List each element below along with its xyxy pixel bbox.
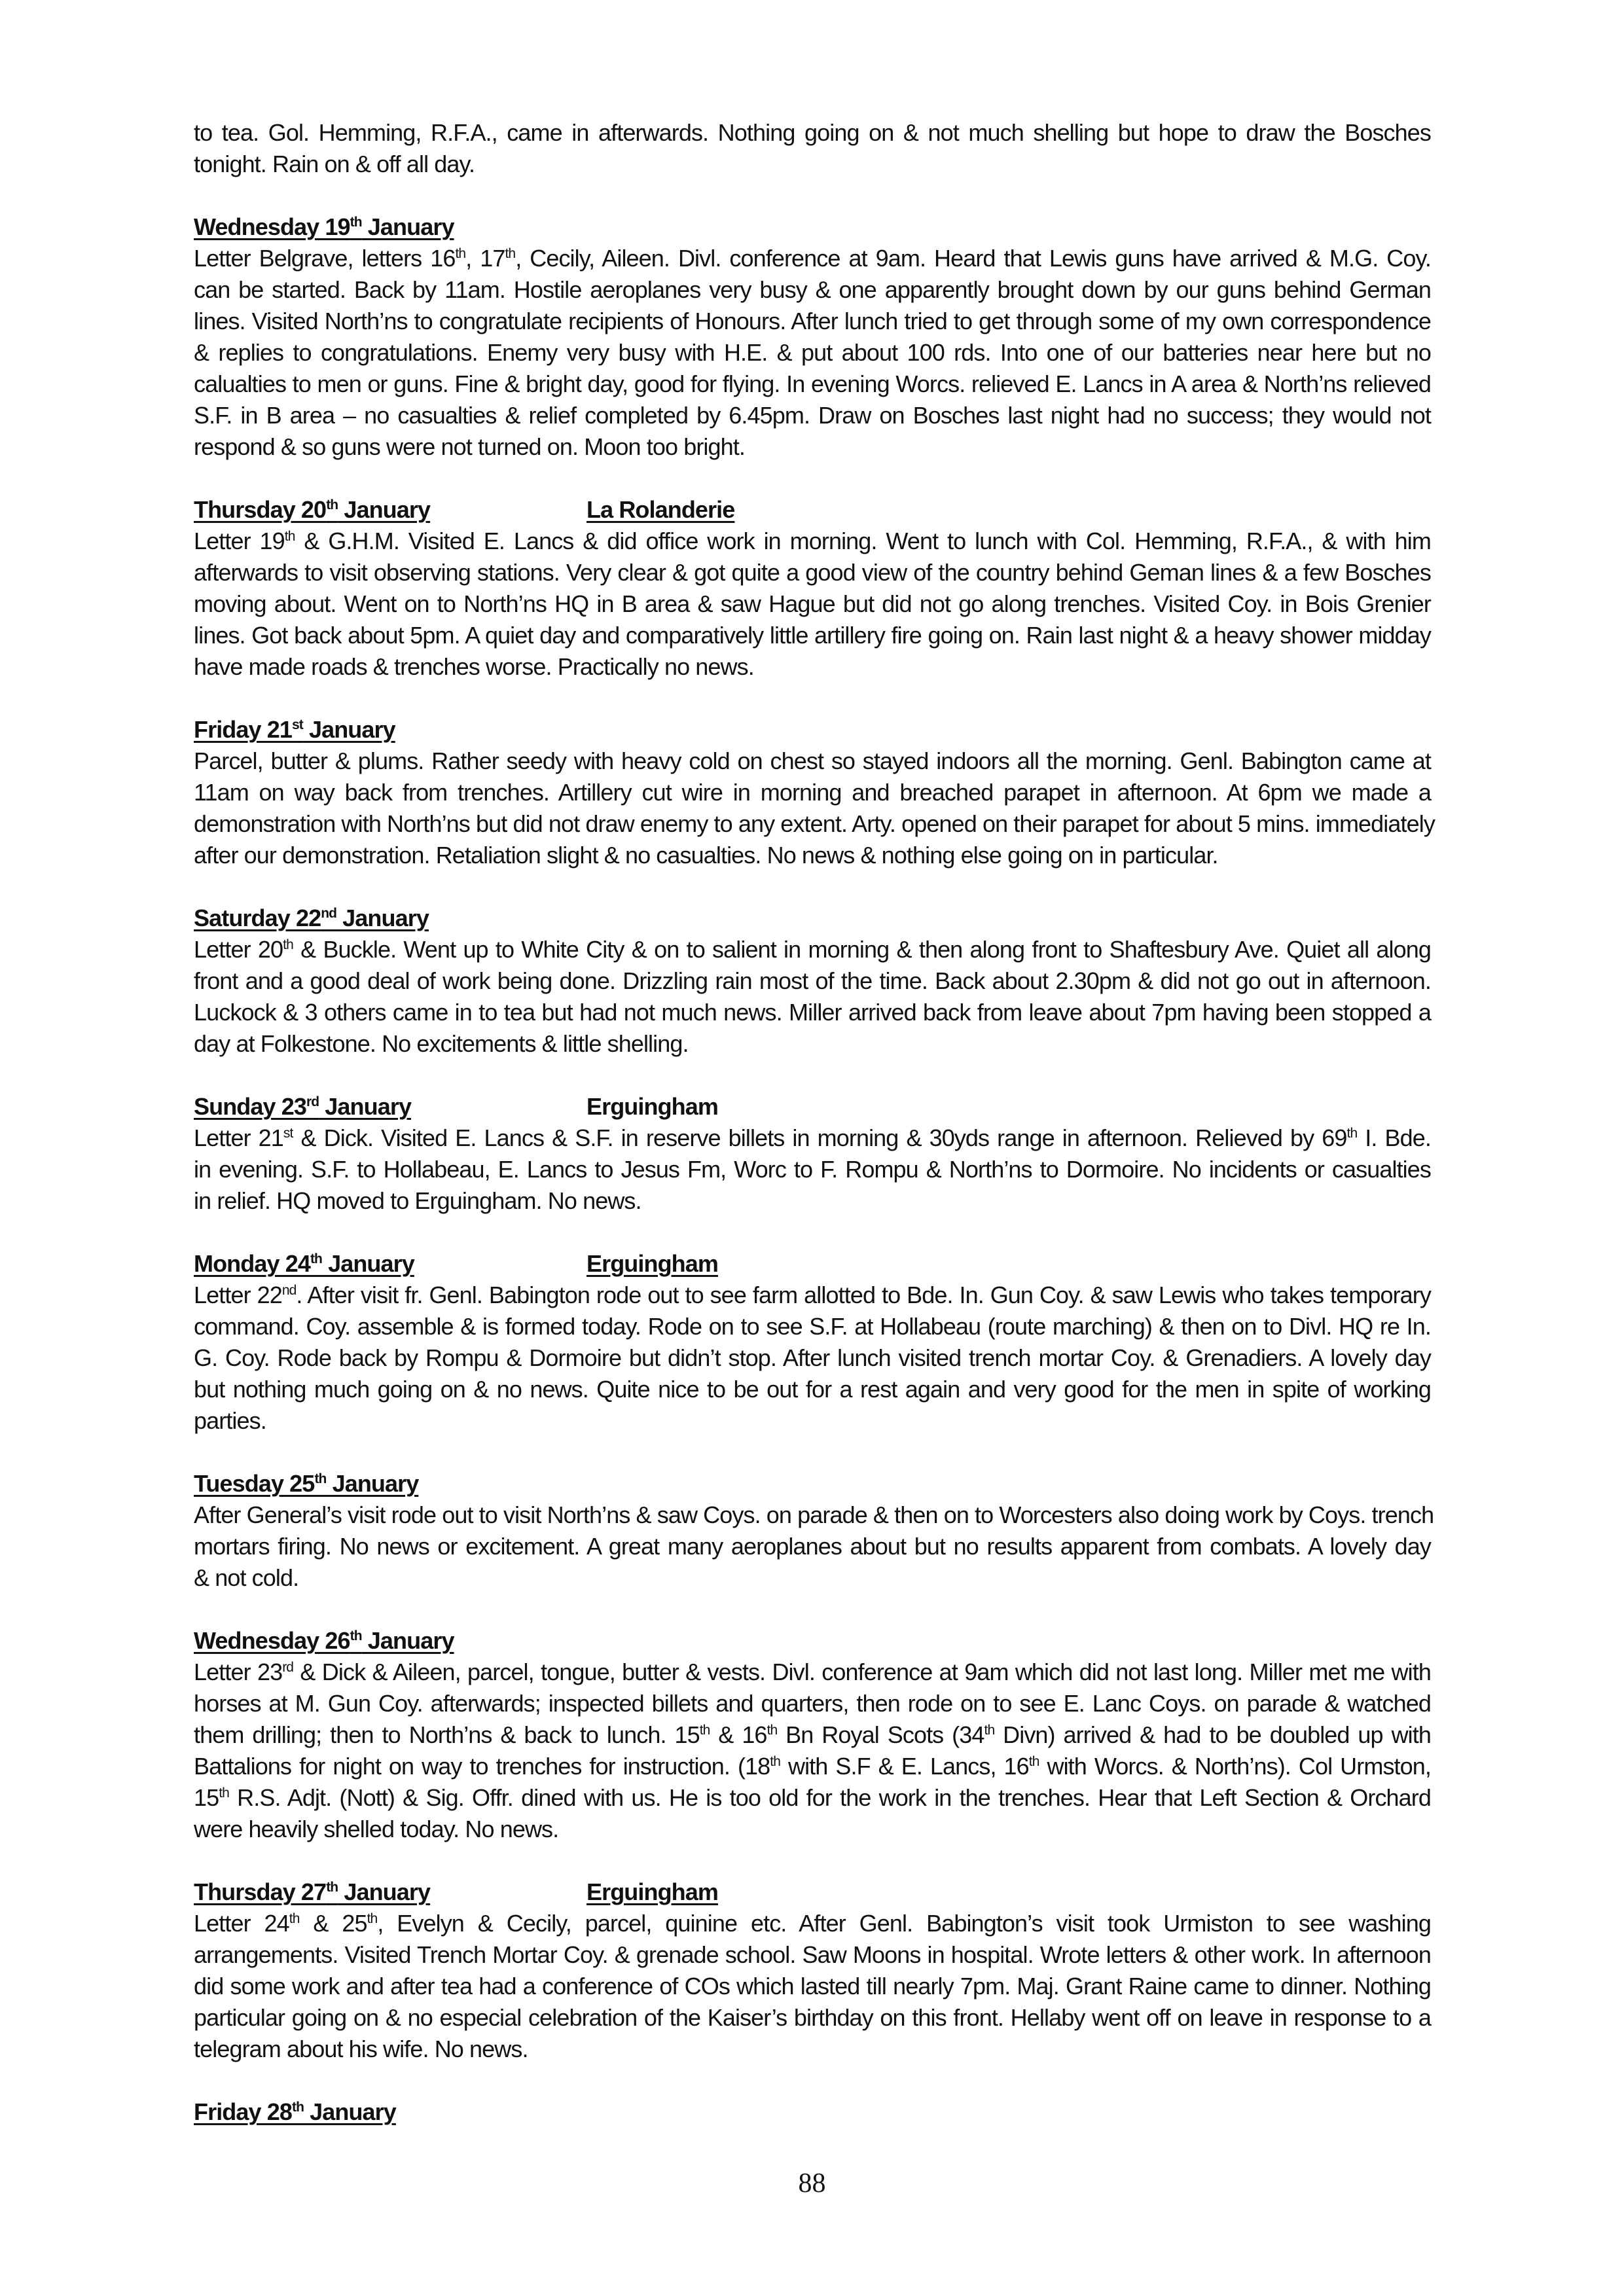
entry-text-line: have made roads & trenches worse. Practically no news. <box>194 653 754 680</box>
entry-text-line: lines. Got back about 5pm. A quiet day and comparatively little artillery fire going on. Rain last night & a heavy shower midday <box>194 622 1431 649</box>
ordinal-superscript: th <box>505 246 516 261</box>
entry-heading: Tuesday 25th January <box>194 1470 419 1497</box>
entry-text-line: Letter 23rd & Dick & Aileen, parcel, tongue, butter & vests. Divl. conference at 9am which did not last long. Miller met me with <box>194 1659 1431 1685</box>
entry-location: La Rolanderie <box>586 496 735 523</box>
entry-text-line: 11am on way back from trenches. Artillery cut wire in morning and breached parapet in afternoon. At 6pm we made a <box>194 779 1431 806</box>
entry-text-line: Letter 24th & 25th, Evelyn & Cecily, parcel, quinine etc. After Genl. Babington’s visit took Urmiston to see washing <box>194 1910 1431 1937</box>
entry-text-line: telegram about his wife. No news. <box>194 2036 528 2062</box>
entry-text-line: Letter 21st & Dick. Visited E. Lancs & S.F. in reserve billets in morning & 30yds range in afternoon. Relieved by 69th I. Bde. <box>194 1124 1431 1151</box>
entry-heading: Wednesday 19th January <box>194 213 454 240</box>
entry-text-line: in relief. HQ moved to Erguingham. No news. <box>194 1187 641 1214</box>
entry-text-line: After General’s visit rode out to visit North’ns & saw Coys. on parade & then on to Worcesters also doing work by Coys. trench <box>194 1501 1434 1528</box>
entry-heading: Sunday 23rd January Erguingham <box>194 1091 411 1122</box>
entry-text-line: 15th R.S. Adjt. (Nott) & Sig. Offr. dined with us. He is too old for the work in the trenches. Hear that Left Section & Orchard <box>194 1784 1431 1811</box>
ordinal-superscript: th <box>350 1628 362 1643</box>
ordinal-superscript: th <box>289 1911 300 1926</box>
ordinal-superscript: rd <box>306 1094 319 1109</box>
ordinal-superscript: th <box>310 1251 322 1266</box>
entry-text-line: can be started. Back by 11am. Hostile aeroplanes very busy & one apparently brought down by our guns behind German <box>194 276 1431 303</box>
entry-text-line: day at Folkestone. No excitements & little shelling. <box>194 1030 689 1057</box>
ordinal-superscript: st <box>291 717 303 732</box>
entry-text-line: Parcel, butter & plums. Rather seedy with heavy cold on chest so stayed indoors all the morning. Genl. Babington came at <box>194 747 1431 774</box>
entry-heading: Friday 28th January <box>194 2098 396 2125</box>
ordinal-superscript: st <box>283 1126 293 1141</box>
entry-heading: Wednesday 26th January <box>194 1627 454 1654</box>
entry-text-line: horses at M. Gun Coy. afterwards; inspected billets and quarters, then rode on to see E. Lanc Coys. on parade & watched <box>194 1690 1431 1717</box>
entry-text-line: parties. <box>194 1407 266 1434</box>
ordinal-superscript: th <box>770 1754 781 1769</box>
entry-heading: Monday 24th January Erguingham <box>194 1248 414 1280</box>
entry-text-line: & not cold. <box>194 1564 299 1591</box>
entry-text-line: Letter 19th & G.H.M. Visited E. Lancs & did office work in morning. Went to lunch with Col. Hemming, R.F.A., & with him <box>194 528 1431 554</box>
ordinal-superscript: th <box>767 1723 778 1738</box>
ordinal-superscript: th <box>984 1723 995 1738</box>
entry-text-line: mortars firing. No news or excitement. A great many aeroplanes about but no results apparent from combats. A lovely day <box>194 1533 1431 1560</box>
ordinal-superscript: th <box>291 2100 304 2115</box>
entry-text-line: demonstration with North’ns but did not draw enemy to any extent. Arty. opened on their parapet for about 5 mins. immediately <box>194 810 1435 837</box>
entry-text-line: Letter 22nd. After visit fr. Genl. Babington rode out to see farm allotted to Bde. In. Gun Coy. & saw Lewis who takes temporary <box>194 1282 1431 1308</box>
entry-heading: Thursday 20th January La Rolanderie <box>194 494 430 526</box>
entry-text-line: after our demonstration. Retaliation slight & no casualties. No news & nothing else going on in particular. <box>194 842 1218 869</box>
entry-location: Erguingham <box>586 1093 719 1120</box>
ordinal-superscript: th <box>455 246 466 261</box>
entry-text-line: tonight. Rain on & off all day. <box>194 151 475 177</box>
entry-text-line: command. Coy. assemble & is formed today. Rode on to see S.F. at Hollabeau (route marching) & then on to Divl. HQ re In. <box>194 1313 1431 1340</box>
entry-text-line: front and a good deal of work being done. Drizzling rain most of the time. Back about 2.30pm & did not go out in afternoon. <box>194 967 1431 994</box>
entry-text-line: lines. Visited North’ns to congratulate recipients of Honours. After lunch tried to get through some of my own correspondence <box>194 308 1431 334</box>
entry-text-line: S.F. in B area – no casualties & relief completed by 6.45pm. Draw on Bosches last night had no success; they would not <box>194 402 1431 429</box>
ordinal-superscript: nd <box>281 1283 297 1298</box>
ordinal-superscript: th <box>1028 1754 1039 1769</box>
ordinal-superscript: th <box>326 497 338 512</box>
entry-heading: Friday 21st January <box>194 716 395 743</box>
entry-text-line: calualties to men or guns. Fine & bright day, good for flying. In evening Worcs. relieved E. Lancs in A area & North’ns relieved <box>194 370 1431 397</box>
entry-text-line: did some work and after tea had a conference of COs which lasted till nearly 7pm. Maj. Grant Raine came to dinner. Nothing <box>194 1973 1431 2000</box>
entry-text-line: in evening. S.F. to Hollabeau, E. Lancs to Jesus Fm, Worc to F. Rompu & North’ns to Dormoire. No incidents or casualties <box>194 1156 1431 1183</box>
entry-text-line: them drilling; then to North’ns & back to lunch. 15th & 16th Bn Royal Scots (34th Divn) arrived & had to be doubled up with <box>194 1721 1431 1748</box>
entry-text-line: moving about. Went on to North’ns HQ in B area & saw Hague but did not go along trenches. Visited Coy. in Bois Grenier <box>194 590 1431 617</box>
entry-text-line: to tea. Gol. Hemming, R.F.A., came in afterwards. Nothing going on & not much shelling but hope to draw the Bosches <box>194 119 1431 146</box>
ordinal-superscript: th <box>326 1880 338 1895</box>
entry-heading: Thursday 27th January Erguingham <box>194 1876 430 1908</box>
entry-heading: Saturday 22nd January <box>194 905 429 931</box>
entry-text-line: were heavily shelled today. No news. <box>194 1816 559 1842</box>
ordinal-superscript: th <box>283 937 293 952</box>
entry-text-line: Letter Belgrave, letters 16th, 17th, Cecily, Aileen. Divl. conference at 9am. Heard that Lewis guns have arrived & M.G. Coy. <box>194 245 1431 272</box>
ordinal-superscript: rd <box>282 1660 294 1675</box>
entry-location: Erguingham <box>586 1878 719 1905</box>
ordinal-superscript: th <box>367 1911 378 1926</box>
ordinal-superscript: th <box>219 1785 229 1801</box>
ordinal-superscript: th <box>350 215 362 230</box>
entry-text-line: but nothing much going on & no news. Quite nice to be out for a rest again and very good for the men in spite of working <box>194 1376 1431 1403</box>
entry-text-line: G. Coy. Rode back by Rompu & Dormoire but didn’t stop. After lunch visited trench mortar Coy. & Grenadiers. A lovely day <box>194 1344 1431 1371</box>
entry-location: Erguingham <box>586 1250 719 1277</box>
entry-text-line: particular going on & no especial celebration of the Kaiser’s birthday on this front. Hellaby went off on leave in response to a <box>194 2004 1431 2031</box>
entry-text-line: & replies to congratulations. Enemy very busy with H.E. & put about 100 rds. Into one of our batteries near here but no <box>194 339 1431 366</box>
page-number: 88 <box>798 2168 826 2198</box>
ordinal-superscript: th <box>1346 1126 1358 1141</box>
ordinal-superscript: nd <box>321 906 337 921</box>
entry-text-line: Battalions for night on way to trenches for instruction. (18th with S.F & E. Lancs, 16th with Worcs. & North’ns). Col Urmston, <box>194 1753 1431 1780</box>
entry-text-line: arrangements. Visited Trench Mortar Coy. & grenade school. Saw Moons in hospital. Wrote letters & other work. In afternoon <box>194 1941 1431 1968</box>
ordinal-superscript: th <box>699 1723 710 1738</box>
ordinal-superscript: th <box>284 529 295 544</box>
entry-text-line: Luckock & 3 others came in to tea but had not much news. Miller arrived back from leave about 7pm having been stopped a <box>194 999 1431 1026</box>
entry-text-line: afterwards to visit observing stations. Very clear & got quite a good view of the country behind Geman lines & a few Bosches <box>194 559 1431 586</box>
entry-text-line: Letter 20th & Buckle. Went up to White City & on to salient in morning & then along front to Shaftesbury Ave. Quiet all along <box>194 936 1431 963</box>
ordinal-superscript: th <box>314 1471 327 1486</box>
entry-text-line: respond & so guns were not turned on. Moon too bright. <box>194 433 745 460</box>
